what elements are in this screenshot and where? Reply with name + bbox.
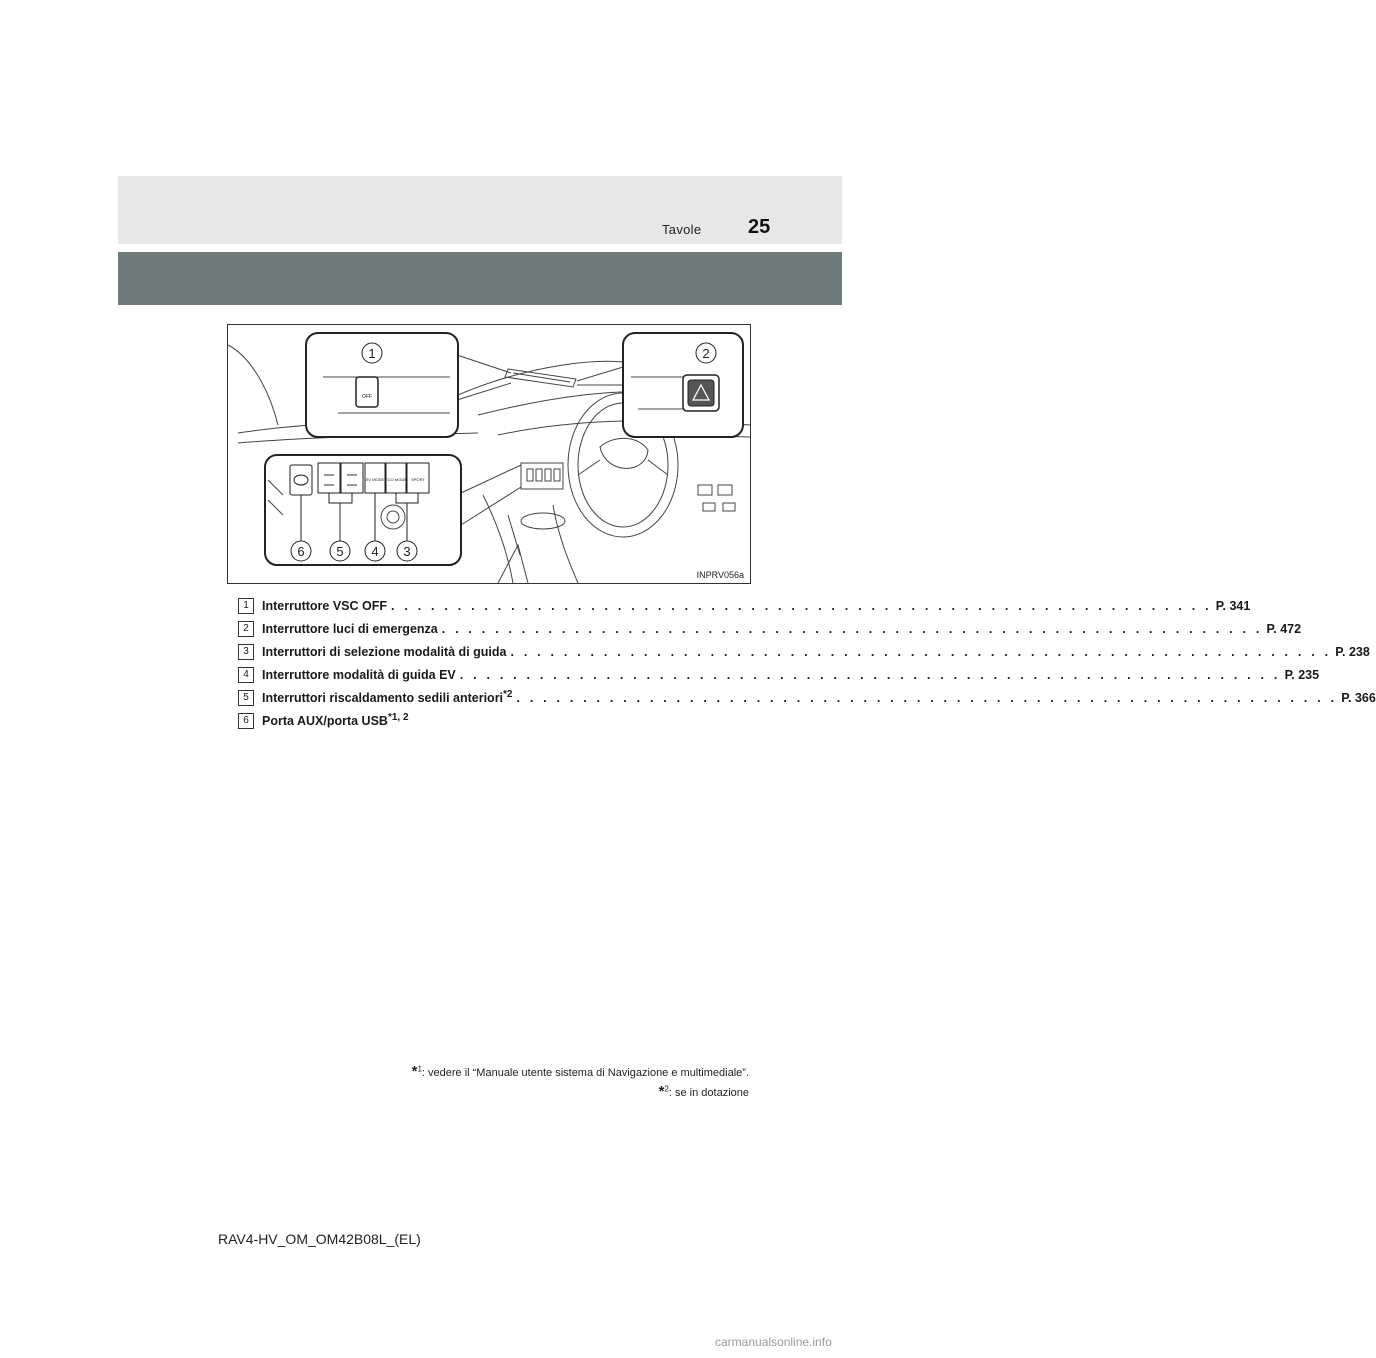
dashboard-illustration: [227, 324, 751, 584]
callout-3: 3: [403, 544, 411, 559]
list-item: [238, 686, 1376, 709]
callout-4: 4: [371, 544, 379, 559]
list-item: [238, 594, 1251, 617]
list-item: [238, 617, 1302, 640]
list-item: [238, 663, 1320, 686]
item-label: Porta AUX/porta USB$^{*1, 2}$: [262, 712, 409, 729]
list-item: [238, 709, 728, 732]
footnote-2: *$^2$: se in dotazione: [658, 1083, 749, 1100]
page-reference-link[interactable]: P. 472: [1266, 621, 1302, 636]
item-label: Interruttori riscaldamento sedili anteriori$^{*2}$: [262, 689, 513, 706]
item-number: 5: [238, 690, 254, 706]
vsc-switch-label: OFF: [362, 394, 372, 400]
section-band: [118, 252, 842, 305]
leader-dots: . . . . . . . . . . . . . . . . . . . . . . . . . . . . . . . . . . . . . . . . . . . . . . . . . . . . . . . . . . . . . .: [516, 690, 1338, 705]
item-number: 6: [238, 713, 254, 729]
list-item: [238, 640, 1370, 663]
leader-dots: . . . . . . . . . . . . . . . . . . . . . . . . . . . . . . . . . . . . . . . . . . . . . . . . . . . . . . . . . . . . . .: [391, 598, 1212, 613]
leader-dots: . . . . . . . . . . . . . . . . . . . . . . . . . . . . . . . . . . . . . . . . . . . . . . . . . . . . . . . . . . . . . .: [459, 667, 1281, 682]
item-number: 3: [238, 644, 254, 660]
sport-label: SPORT: [411, 477, 425, 482]
dashboard-drawing: [228, 325, 750, 583]
callout-1: 1: [368, 346, 376, 361]
item-number: 2: [238, 621, 254, 637]
page-reference-link[interactable]: P. 341: [1215, 598, 1251, 613]
watermark: carmanualsonline.info: [715, 1335, 832, 1349]
figure-code: INPRV056a: [696, 570, 744, 580]
page-reference-link[interactable]: P. 235: [1284, 667, 1320, 682]
item-label: Interruttore luci di emergenza: [262, 622, 438, 637]
document-code: RAV4-HV_OM_OM42B08L_(EL): [218, 1231, 421, 1247]
callout-2: 2: [702, 346, 710, 361]
eco-mode-label: ECO MODE: [385, 477, 407, 482]
callout-6: 6: [297, 544, 305, 559]
page-number: 25: [748, 216, 771, 238]
header-band: [118, 176, 842, 244]
footnote-1: *$^1$: vedere il “Manuale utente sistema di Navigazione e multimediale”.: [411, 1063, 749, 1080]
item-label: Interruttore VSC OFF: [262, 599, 388, 614]
component-list: [238, 594, 1376, 732]
section-title: Tavole: [662, 222, 702, 237]
item-number: 1: [238, 598, 254, 614]
item-label: Interruttore modalità di guida EV: [262, 668, 456, 683]
callout-5: 5: [336, 544, 344, 559]
page-reference-link[interactable]: P. 238: [1335, 644, 1370, 659]
leader-dots: . . . . . . . . . . . . . . . . . . . . . . . . . . . . . . . . . . . . . . . . . . . . . . . . . . . . . . . . . . . . . .: [441, 621, 1263, 636]
item-label: Interruttori di selezione modalità di guida: [262, 645, 507, 660]
ev-mode-label: EV MODE: [365, 477, 385, 482]
page-reference-link[interactable]: P. 366: [1341, 690, 1376, 705]
item-number: 4: [238, 667, 254, 683]
leader-dots: . . . . . . . . . . . . . . . . . . . . . . . . . . . . . . . . . . . . . . . . . . . . . . . . . . . . . . . . . . . . . .: [510, 644, 1332, 659]
